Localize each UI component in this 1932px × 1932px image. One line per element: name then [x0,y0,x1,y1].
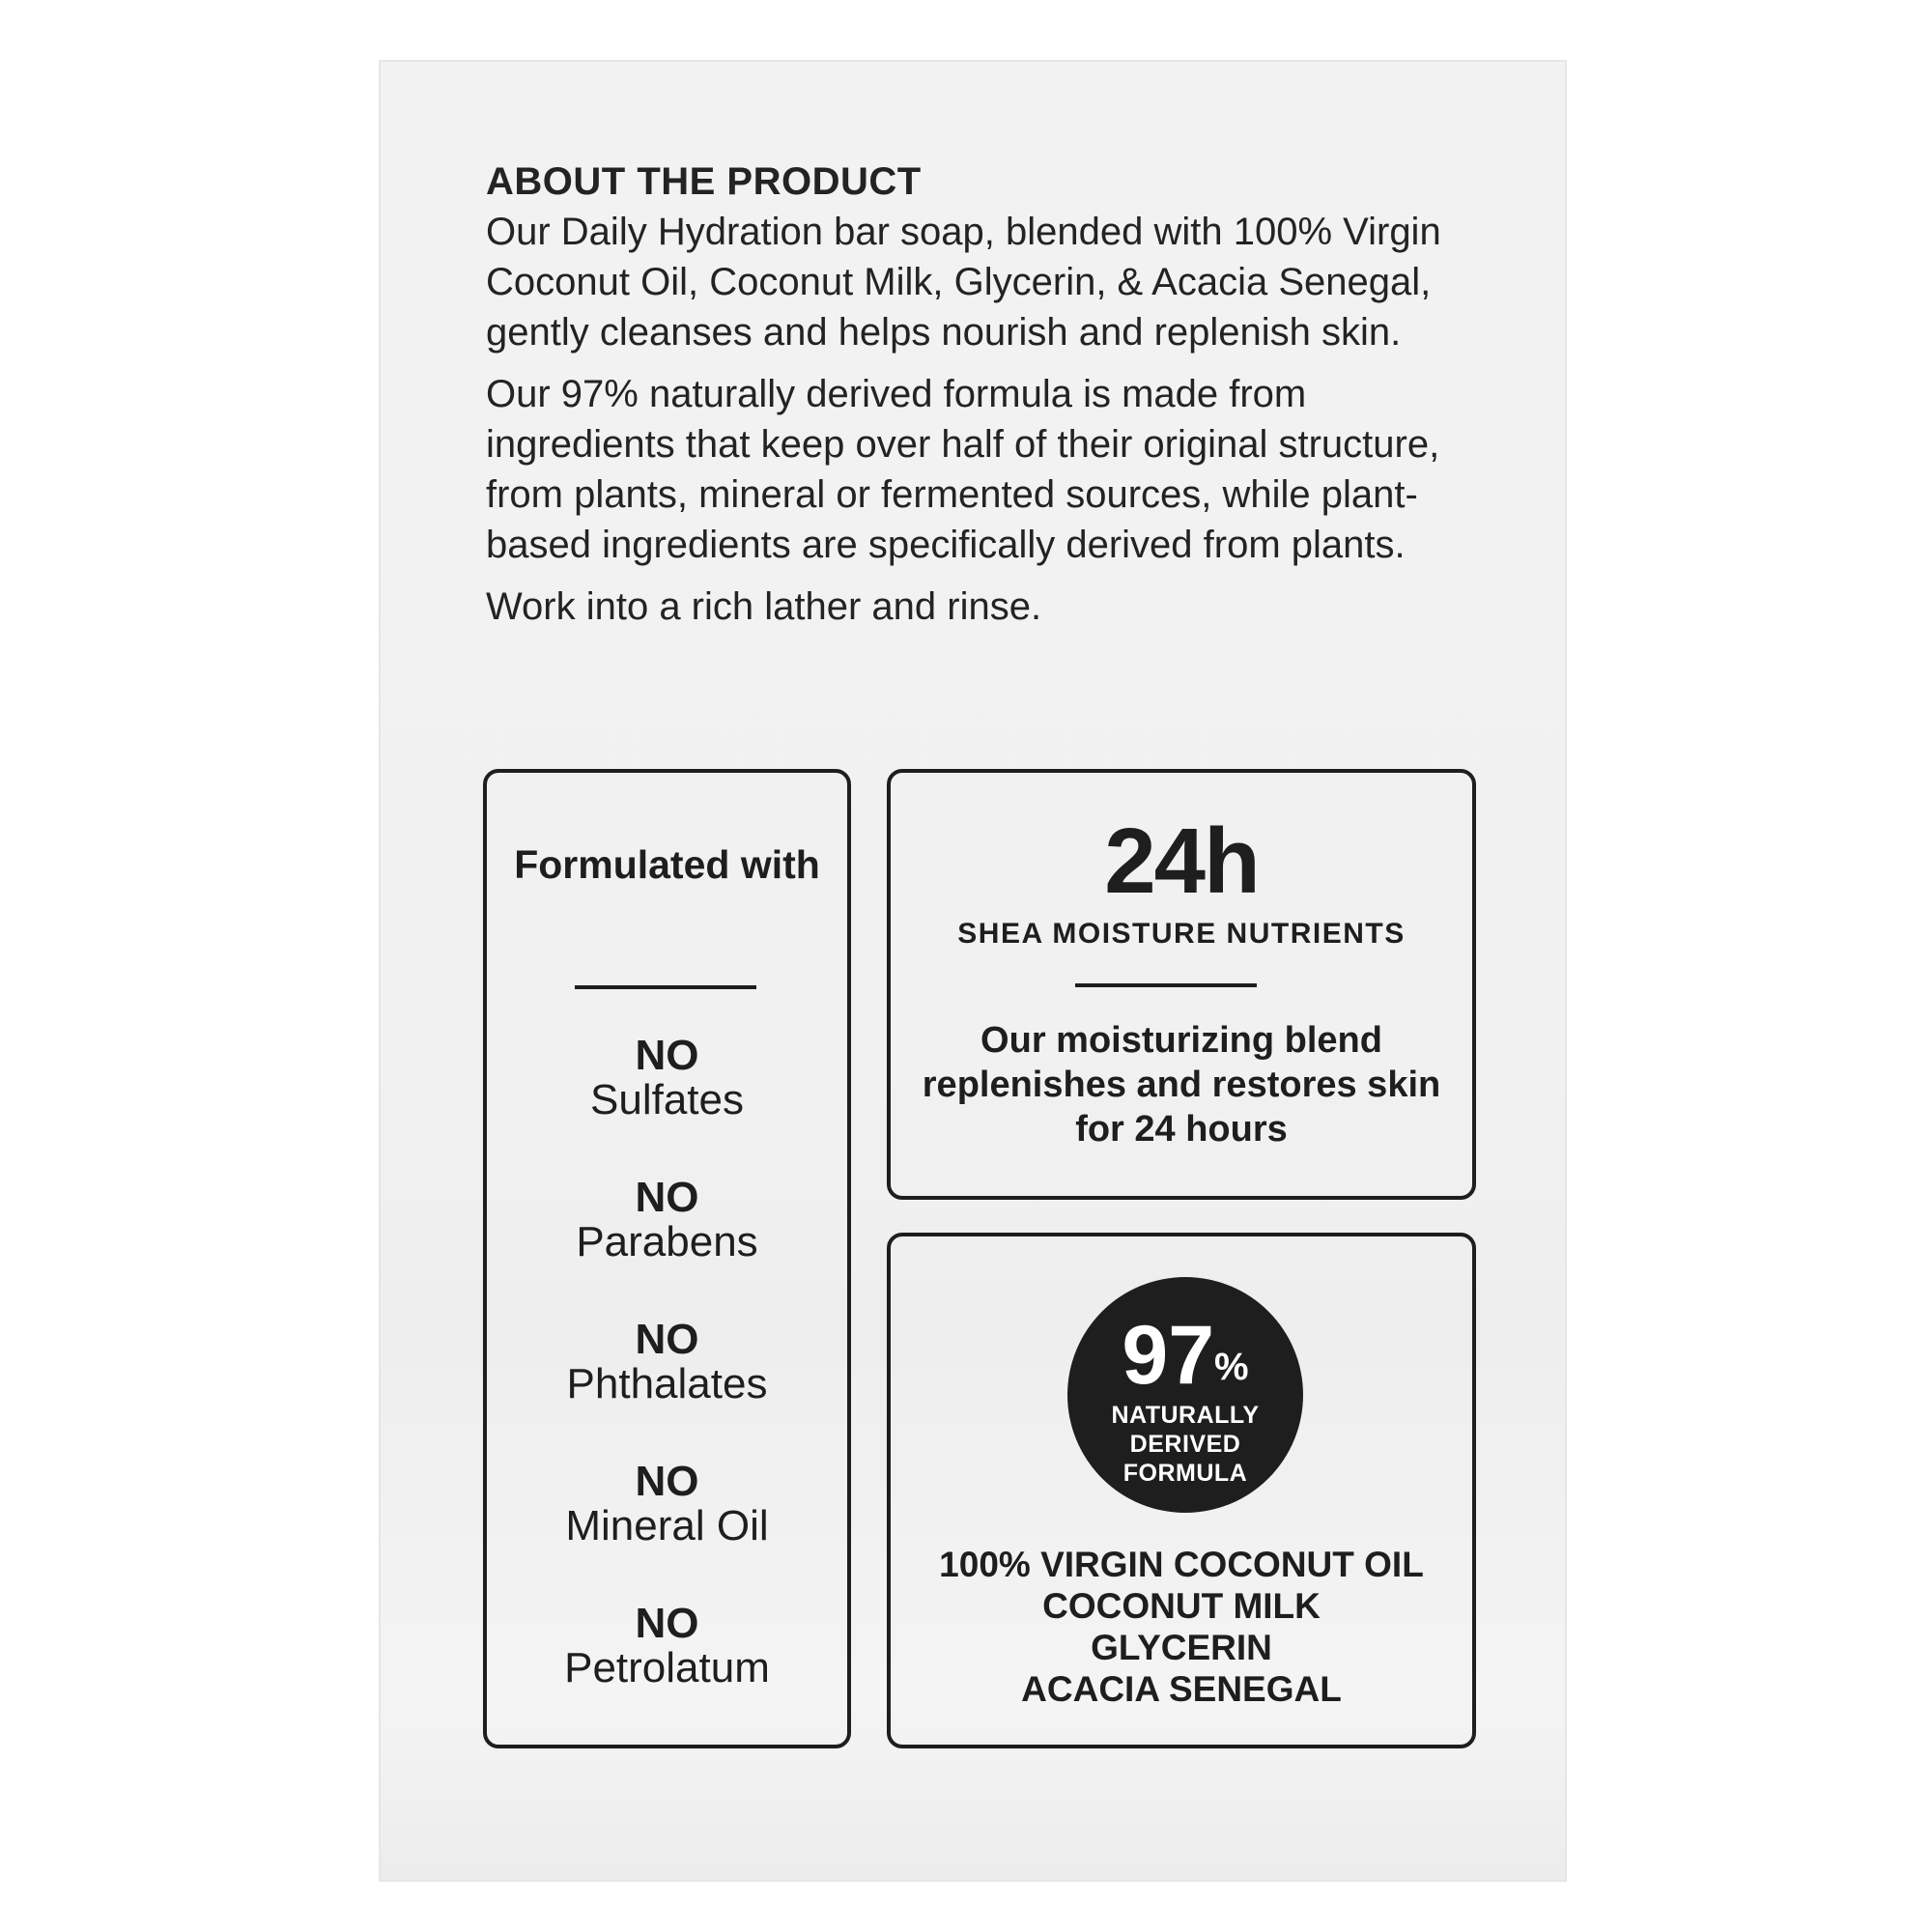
hours-headline: 24h [1104,810,1259,913]
divider [1075,983,1257,987]
badge-number: 97 [1122,1309,1215,1402]
key-ingredients-list [891,1544,1472,1710]
ingredient-item: ACACIA SENEGAL [1021,1669,1342,1709]
free-from-no: NO [635,1600,699,1647]
moisture-description: Our moisturizing blend replenishes and restores skin for 24 hours [922,1020,1441,1150]
formulated-with-box [483,769,851,1748]
about-section [486,156,1481,643]
free-from-item [487,1460,847,1602]
natural-ingredients-box [887,1233,1476,1748]
free-from-item [487,1318,847,1460]
free-from-name: Petrolatum [564,1644,770,1691]
about-paragraph: Our 97% naturally derived formula is made from ingredients that keep over half of their original structure, from plants, mineral or fermented sources, while plant-based ingredients are specifically derived from plants. [486,373,1440,566]
ingredient-item: COCONUT MILK [1042,1586,1321,1626]
about-heading: ABOUT THE PRODUCT [486,160,922,203]
free-from-no: NO [635,1316,699,1363]
divider [575,985,756,989]
badge-percent-sign: % [1214,1346,1249,1388]
free-from-name: Phthalates [566,1360,768,1407]
free-from-item [487,1176,847,1318]
usage-instructions: Work into a rich lather and rinse. [486,585,1042,628]
free-from-name: Parabens [576,1218,758,1265]
naturally-derived-badge [1067,1277,1303,1513]
free-from-name: Sulfates [590,1076,744,1123]
free-from-no: NO [635,1032,699,1079]
free-from-list [487,1034,847,1744]
ingredient-item: GLYCERIN [1091,1628,1272,1667]
ingredient-item: 100% VIRGIN COCONUT OIL [939,1545,1424,1584]
free-from-name: Mineral Oil [565,1502,769,1549]
badge-percentage [1067,1309,1303,1410]
badge-line: NATURALLY [1111,1402,1260,1429]
free-from-no: NO [635,1458,699,1505]
about-paragraph: Our Daily Hydration bar soap, blended with 100% Virgin Coconut Oil, Coconut Milk, Glycerin, & Acacia Senegal, gently cleanses and helps nourish and replenish skin. [486,211,1441,354]
free-from-item [487,1602,847,1744]
free-from-item [487,1034,847,1176]
formulated-title: Formulated with [514,842,820,887]
moisture-box [887,769,1476,1200]
badge-line: FORMULA [1122,1460,1248,1487]
badge-caption [1067,1401,1303,1488]
free-from-no: NO [635,1174,699,1221]
badge-line: DERIVED [1129,1431,1241,1458]
moisture-subhead: SHEA MOISTURE NUTRIENTS [957,918,1406,950]
